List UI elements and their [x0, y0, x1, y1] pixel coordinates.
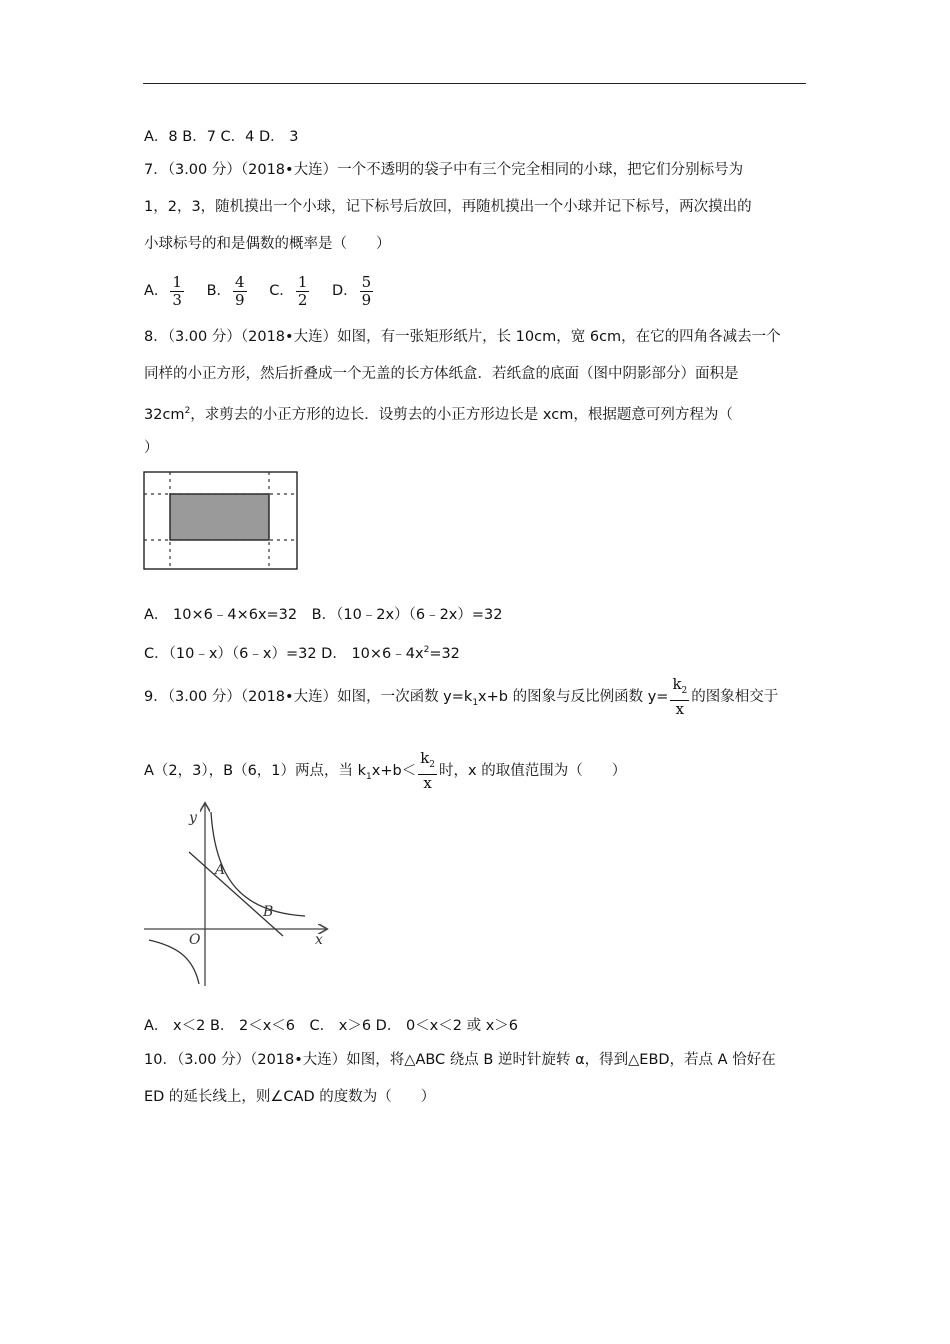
q7-options	[144, 272, 391, 310]
linear-function-line	[189, 852, 283, 936]
q6-options: A．8 B．7 C．4 D． 3	[144, 129, 299, 145]
q8-options-row2: C．（10﹣x）（6﹣x）=32 D． $10\times 6﹣4x^2=32$	[144, 645, 460, 662]
q8-text-line3: $32cm^2$，求剪去的小正方形的边长．设剪去的小正方形边长是 xcm，根据题意可列方程为（	[144, 406, 733, 423]
header-rule	[143, 83, 806, 84]
shaded-base	[170, 494, 269, 540]
q7-option-d: D． $\frac{5}{9}$	[331, 272, 372, 309]
q9-options: A． x＜2 B． 2＜x＜6 C． x＞6 D． 0＜x＜2 或 x＞6	[144, 1018, 519, 1034]
q7-text-line2: 1，2，3，随机摸出一个小球，记下标号后放回，再随机摸出一个小球并记下标号，两次摸出的	[144, 199, 752, 215]
q9-function-graph	[143, 800, 333, 990]
q7-option-a: A． $\frac{1}{3}$	[144, 272, 182, 309]
point-a-label: A	[215, 862, 226, 878]
q9-text-line2: A（2，3），B（6，1）两点，当 $k_1x+b<$ $\frac{k_2}{x}$ 时，x 的取值范围为（ ）	[144, 749, 627, 792]
q7-text-line3: 小球标号的和是偶数的概率是（ ）	[144, 236, 391, 252]
q7-option-b: B． $\frac{4}{9}$	[206, 272, 245, 309]
origin-label: O	[189, 932, 201, 948]
q8-text-line2: 同样的小正方形，然后折叠成一个无盖的长方体纸盒．若纸盒的底面（图中阴影部分）面积是	[144, 366, 739, 382]
q10-text-line1: 10．（3.00 分）（2018•大连）如图，将△ABC 绕点 B 逆时针旋转 α，得到△EBD，若点 A 恰好在	[144, 1052, 776, 1068]
q8-text-line4: ）	[144, 440, 159, 456]
q7-option-c: C． $\frac{1}{2}$	[269, 272, 308, 309]
q8-text-line1: 8．（3.00 分）（2018•大连）如图，有一张矩形纸片，长 10cm，宽 6cm，在它的四角各减去一个	[144, 329, 781, 345]
point-b-label: B	[263, 904, 274, 920]
y-axis-label: y	[189, 810, 197, 826]
q8-rectangle-figure	[143, 471, 301, 572]
x-axis-label: x	[315, 932, 323, 948]
q7-text-line1: 7．（3.00 分）（2018•大连）一个不透明的袋子中有三个完全相同的小球，把它们分别标号为	[144, 162, 744, 178]
q8-options-row1: A． 10×6﹣4×6x=32 B．（10﹣2x）（6﹣2x）=32	[144, 607, 503, 623]
q10-text-line2: ED 的延长线上，则∠CAD 的度数为（ ）	[144, 1089, 436, 1105]
q9-text-line1: 9．（3.00 分）（2018•大连）如图，一次函数 $y=k_1x+b$ 的图象与反比例函数 y= $\frac{k_2}{x}$ 的图象相交于	[144, 675, 779, 718]
